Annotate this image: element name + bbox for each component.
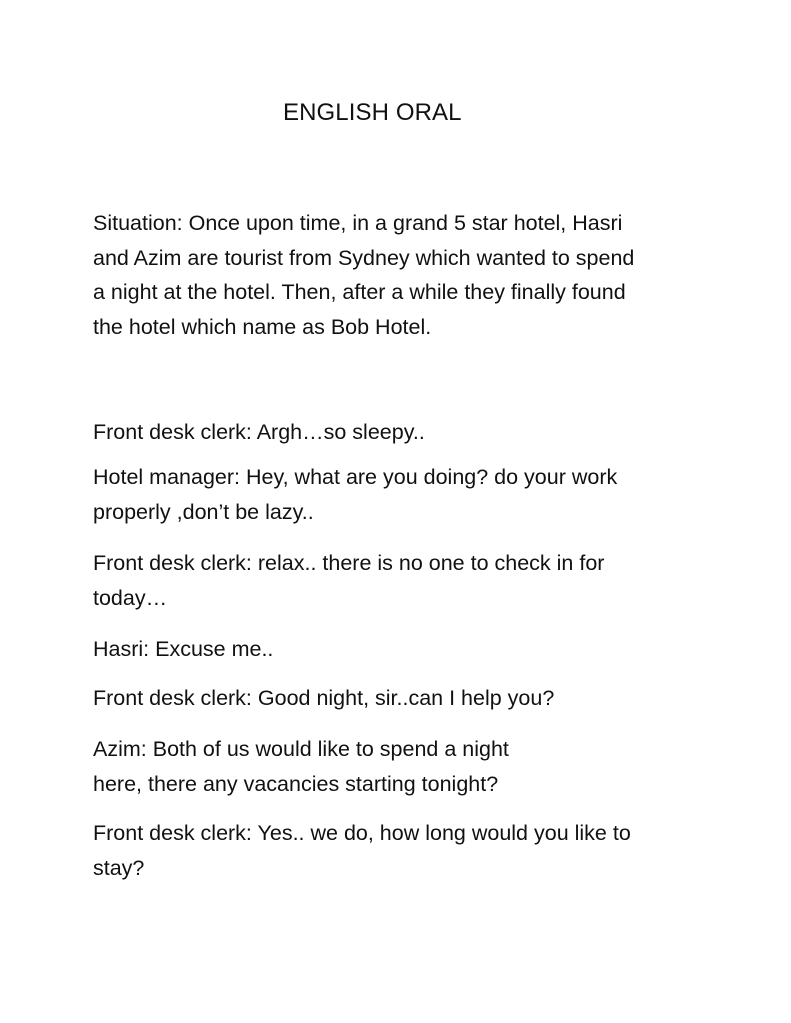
dialogue-line-front-desk-clerk (93, 546, 733, 615)
dialogue-text: here, there any vacancies starting tonight? (93, 771, 499, 796)
dialogue-text: Azim: Both of us would like to spend a night (93, 737, 509, 761)
dialogue-text: stay? (93, 855, 145, 880)
dialogue-text: Front desk clerk: Yes.. we do, how long would you like to (93, 821, 631, 845)
dialogue-text: Hotel manager: Hey, what are you doing? do your work (93, 465, 618, 489)
situation-paragraph (93, 206, 733, 344)
dialogue-line-azim (93, 732, 733, 801)
dialogue-text: Front desk clerk: Good night, sir..can I help you? (93, 686, 555, 710)
dialogue-text: properly ,don’t be lazy.. (93, 499, 314, 524)
dialogue-line-front-desk-clerk (93, 816, 733, 885)
dialogue-line-front-desk-clerk (93, 415, 733, 450)
dialogue-text: Front desk clerk: Argh…so sleepy.. (93, 420, 425, 444)
dialogue-text: Hasri: Excuse me.. (93, 637, 274, 661)
situation-line: the hotel which name as Bob Hotel. (93, 314, 432, 339)
situation-line: a night at the hotel. Then, after a while they finally found (93, 280, 626, 304)
dialogue-line-front-desk-clerk (93, 681, 733, 716)
dialogue-text: today… (93, 585, 168, 610)
situation-line: and Azim are tourist from Sydney which wanted to spend (93, 245, 635, 270)
page-title: ENGLISH ORAL (283, 99, 462, 126)
situation-line: Situation: Once upon time, in a grand 5 star hotel, Hasri (93, 211, 623, 235)
dialogue-text: Front desk clerk: relax.. there is no one to check in for (93, 551, 605, 575)
dialogue-line-hotel-manager (93, 460, 733, 529)
dialogue-line-hasri (93, 632, 733, 667)
